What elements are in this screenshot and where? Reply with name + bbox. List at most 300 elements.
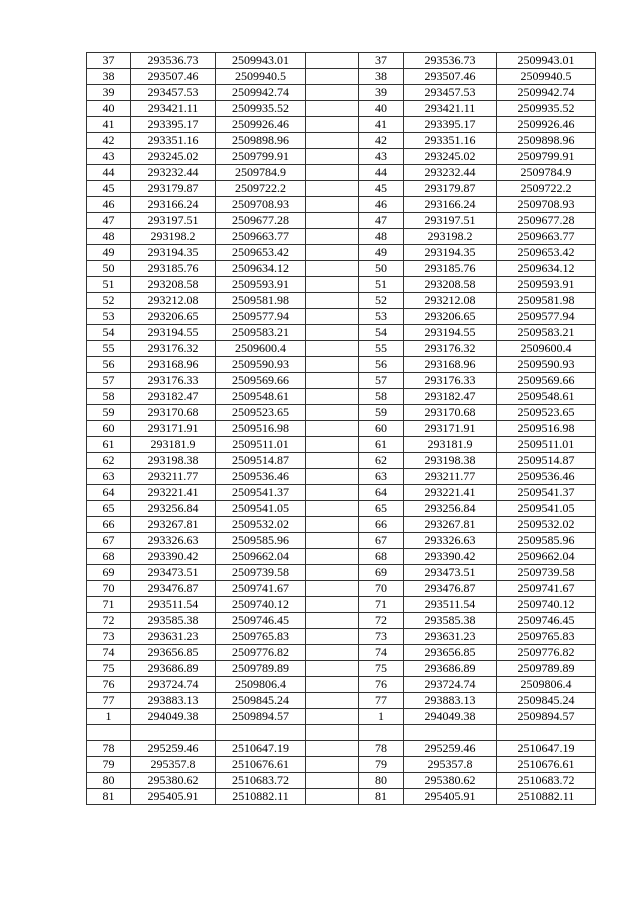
table-row bbox=[87, 693, 596, 709]
left-point-id-cell: 38 bbox=[87, 69, 131, 85]
table-row bbox=[87, 229, 596, 245]
spacer-cell bbox=[306, 389, 359, 405]
right-y-coordinate-cell: 2509708.93 bbox=[497, 197, 596, 213]
right-point-id-cell: 73 bbox=[359, 629, 404, 645]
left-y-coordinate-cell: 2509677.28 bbox=[216, 213, 306, 229]
left-x-coordinate-cell: 293473.51 bbox=[131, 565, 216, 581]
spacer-cell bbox=[306, 437, 359, 453]
left-point-id-cell: 55 bbox=[87, 341, 131, 357]
left-x-coordinate-cell: 293395.17 bbox=[131, 117, 216, 133]
table-row bbox=[87, 741, 596, 757]
left-y-coordinate-cell: 2509523.65 bbox=[216, 405, 306, 421]
spacer-cell bbox=[306, 613, 359, 629]
table-row bbox=[87, 709, 596, 725]
left-point-id-cell: 58 bbox=[87, 389, 131, 405]
right-x-coordinate-cell: 293256.84 bbox=[404, 501, 497, 517]
left-y-coordinate-cell: 2509514.87 bbox=[216, 453, 306, 469]
right-x-coordinate-cell: 293181.9 bbox=[404, 437, 497, 453]
table-row bbox=[87, 149, 596, 165]
left-x-coordinate-cell: 293585.38 bbox=[131, 613, 216, 629]
spacer-cell bbox=[306, 229, 359, 245]
right-x-coordinate-cell: 293267.81 bbox=[404, 517, 497, 533]
table-row bbox=[87, 725, 596, 741]
right-point-id-cell: 44 bbox=[359, 165, 404, 181]
left-point-id-cell: 49 bbox=[87, 245, 131, 261]
right-point-id-cell: 71 bbox=[359, 597, 404, 613]
right-point-id-cell: 38 bbox=[359, 69, 404, 85]
left-y-coordinate-cell: 2509784.9 bbox=[216, 165, 306, 181]
right-y-coordinate-cell: 2509548.61 bbox=[497, 389, 596, 405]
spacer-cell bbox=[306, 53, 359, 69]
right-y-coordinate-cell: 2509523.65 bbox=[497, 405, 596, 421]
left-x-coordinate-cell: 293686.89 bbox=[131, 661, 216, 677]
spacer-cell bbox=[306, 85, 359, 101]
right-x-coordinate-cell: 293476.87 bbox=[404, 581, 497, 597]
spacer-cell bbox=[306, 181, 359, 197]
right-point-id-cell: 72 bbox=[359, 613, 404, 629]
right-x-coordinate-cell: 293656.85 bbox=[404, 645, 497, 661]
left-x-coordinate-cell: 294049.38 bbox=[131, 709, 216, 725]
spacer-cell bbox=[306, 709, 359, 725]
right-y-coordinate-cell: 2509569.66 bbox=[497, 373, 596, 389]
right-x-coordinate-cell: 293421.11 bbox=[404, 101, 497, 117]
right-point-id-cell: 45 bbox=[359, 181, 404, 197]
right-x-coordinate-cell: 293208.58 bbox=[404, 277, 497, 293]
left-x-coordinate-cell: 293206.65 bbox=[131, 309, 216, 325]
right-y-coordinate-cell: 2509789.89 bbox=[497, 661, 596, 677]
left-y-coordinate-cell: 2509569.66 bbox=[216, 373, 306, 389]
table-row bbox=[87, 565, 596, 581]
right-x-coordinate-cell: 293631.23 bbox=[404, 629, 497, 645]
right-point-id-cell: 46 bbox=[359, 197, 404, 213]
right-x-coordinate-cell bbox=[404, 725, 497, 741]
right-y-coordinate-cell: 2509926.46 bbox=[497, 117, 596, 133]
left-x-coordinate-cell: 293351.16 bbox=[131, 133, 216, 149]
right-x-coordinate-cell: 293212.08 bbox=[404, 293, 497, 309]
left-x-coordinate-cell: 293507.46 bbox=[131, 69, 216, 85]
right-x-coordinate-cell: 293221.41 bbox=[404, 485, 497, 501]
spacer-cell bbox=[306, 453, 359, 469]
left-point-id-cell: 64 bbox=[87, 485, 131, 501]
table-row bbox=[87, 517, 596, 533]
left-y-coordinate-cell: 2509548.61 bbox=[216, 389, 306, 405]
spacer-cell bbox=[306, 341, 359, 357]
right-point-id-cell: 41 bbox=[359, 117, 404, 133]
left-point-id-cell: 53 bbox=[87, 309, 131, 325]
left-y-coordinate-cell: 2509541.05 bbox=[216, 501, 306, 517]
spacer-cell bbox=[306, 197, 359, 213]
left-x-coordinate-cell: 293208.58 bbox=[131, 277, 216, 293]
right-x-coordinate-cell: 293198.2 bbox=[404, 229, 497, 245]
left-x-coordinate-cell: 293171.91 bbox=[131, 421, 216, 437]
right-point-id-cell: 64 bbox=[359, 485, 404, 501]
left-point-id-cell: 41 bbox=[87, 117, 131, 133]
right-x-coordinate-cell: 293168.96 bbox=[404, 357, 497, 373]
left-point-id-cell: 78 bbox=[87, 741, 131, 757]
right-x-coordinate-cell: 293351.16 bbox=[404, 133, 497, 149]
left-x-coordinate-cell: 293232.44 bbox=[131, 165, 216, 181]
left-point-id-cell: 54 bbox=[87, 325, 131, 341]
table-row bbox=[87, 581, 596, 597]
right-point-id-cell: 77 bbox=[359, 693, 404, 709]
left-x-coordinate-cell: 293221.41 bbox=[131, 485, 216, 501]
right-x-coordinate-cell: 293507.46 bbox=[404, 69, 497, 85]
right-x-coordinate-cell: 295259.46 bbox=[404, 741, 497, 757]
left-y-coordinate-cell: 2509741.67 bbox=[216, 581, 306, 597]
spacer-cell bbox=[306, 133, 359, 149]
spacer-cell bbox=[306, 581, 359, 597]
spacer-cell bbox=[306, 565, 359, 581]
right-x-coordinate-cell: 295405.91 bbox=[404, 789, 497, 805]
right-y-coordinate-cell: 2509765.83 bbox=[497, 629, 596, 645]
left-point-id-cell: 68 bbox=[87, 549, 131, 565]
table-row bbox=[87, 309, 596, 325]
right-point-id-cell: 53 bbox=[359, 309, 404, 325]
spacer-cell bbox=[306, 645, 359, 661]
right-x-coordinate-cell: 293585.38 bbox=[404, 613, 497, 629]
spacer-cell bbox=[306, 469, 359, 485]
right-y-coordinate-cell: 2509593.91 bbox=[497, 277, 596, 293]
left-y-coordinate-cell: 2509845.24 bbox=[216, 693, 306, 709]
left-y-coordinate-cell: 2509894.57 bbox=[216, 709, 306, 725]
left-point-id-cell: 45 bbox=[87, 181, 131, 197]
left-y-coordinate-cell: 2509789.89 bbox=[216, 661, 306, 677]
left-point-id-cell: 52 bbox=[87, 293, 131, 309]
table-row bbox=[87, 773, 596, 789]
left-x-coordinate-cell: 293256.84 bbox=[131, 501, 216, 517]
right-x-coordinate-cell: 293245.02 bbox=[404, 149, 497, 165]
left-y-coordinate-cell: 2509634.12 bbox=[216, 261, 306, 277]
right-y-coordinate-cell: 2509784.9 bbox=[497, 165, 596, 181]
left-point-id-cell: 80 bbox=[87, 773, 131, 789]
left-y-coordinate-cell: 2509577.94 bbox=[216, 309, 306, 325]
right-point-id-cell bbox=[359, 725, 404, 741]
right-x-coordinate-cell: 293395.17 bbox=[404, 117, 497, 133]
left-point-id-cell: 40 bbox=[87, 101, 131, 117]
spacer-cell bbox=[306, 165, 359, 181]
left-point-id-cell: 65 bbox=[87, 501, 131, 517]
left-y-coordinate-cell: 2509935.52 bbox=[216, 101, 306, 117]
right-x-coordinate-cell: 293176.32 bbox=[404, 341, 497, 357]
left-point-id-cell: 66 bbox=[87, 517, 131, 533]
table-row bbox=[87, 341, 596, 357]
right-y-coordinate-cell: 2509746.45 bbox=[497, 613, 596, 629]
right-y-coordinate-cell: 2509894.57 bbox=[497, 709, 596, 725]
right-y-coordinate-cell: 2509536.46 bbox=[497, 469, 596, 485]
right-point-id-cell: 78 bbox=[359, 741, 404, 757]
spacer-cell bbox=[306, 277, 359, 293]
left-point-id-cell: 44 bbox=[87, 165, 131, 181]
spacer-cell bbox=[306, 629, 359, 645]
left-point-id-cell: 57 bbox=[87, 373, 131, 389]
left-x-coordinate-cell: 293656.85 bbox=[131, 645, 216, 661]
table-row bbox=[87, 69, 596, 85]
table-row bbox=[87, 469, 596, 485]
left-x-coordinate-cell: 293198.2 bbox=[131, 229, 216, 245]
right-x-coordinate-cell: 293166.24 bbox=[404, 197, 497, 213]
table-row bbox=[87, 485, 596, 501]
right-point-id-cell: 60 bbox=[359, 421, 404, 437]
left-x-coordinate-cell: 293476.87 bbox=[131, 581, 216, 597]
right-x-coordinate-cell: 293197.51 bbox=[404, 213, 497, 229]
right-x-coordinate-cell: 293182.47 bbox=[404, 389, 497, 405]
table-row bbox=[87, 661, 596, 677]
left-y-coordinate-cell: 2509600.4 bbox=[216, 341, 306, 357]
spacer-cell bbox=[306, 405, 359, 421]
right-point-id-cell: 62 bbox=[359, 453, 404, 469]
right-point-id-cell: 40 bbox=[359, 101, 404, 117]
left-point-id-cell: 73 bbox=[87, 629, 131, 645]
left-x-coordinate-cell: 293182.47 bbox=[131, 389, 216, 405]
spacer-cell bbox=[306, 309, 359, 325]
left-point-id-cell: 71 bbox=[87, 597, 131, 613]
right-y-coordinate-cell: 2510647.19 bbox=[497, 741, 596, 757]
spacer-cell bbox=[306, 661, 359, 677]
left-y-coordinate-cell: 2509516.98 bbox=[216, 421, 306, 437]
right-point-id-cell: 79 bbox=[359, 757, 404, 773]
right-y-coordinate-cell: 2509898.96 bbox=[497, 133, 596, 149]
right-point-id-cell: 54 bbox=[359, 325, 404, 341]
left-x-coordinate-cell bbox=[131, 725, 216, 741]
left-x-coordinate-cell: 293212.08 bbox=[131, 293, 216, 309]
left-point-id-cell: 69 bbox=[87, 565, 131, 581]
right-x-coordinate-cell: 293686.89 bbox=[404, 661, 497, 677]
spacer-cell bbox=[306, 677, 359, 693]
left-x-coordinate-cell: 293511.54 bbox=[131, 597, 216, 613]
left-point-id-cell: 37 bbox=[87, 53, 131, 69]
spacer-cell bbox=[306, 773, 359, 789]
right-y-coordinate-cell: 2509662.04 bbox=[497, 549, 596, 565]
right-point-id-cell: 61 bbox=[359, 437, 404, 453]
right-x-coordinate-cell: 293211.77 bbox=[404, 469, 497, 485]
table-row bbox=[87, 549, 596, 565]
left-x-coordinate-cell: 293390.42 bbox=[131, 549, 216, 565]
right-y-coordinate-cell: 2509634.12 bbox=[497, 261, 596, 277]
left-x-coordinate-cell: 293194.35 bbox=[131, 245, 216, 261]
right-y-coordinate-cell: 2510882.11 bbox=[497, 789, 596, 805]
left-y-coordinate-cell: 2509541.37 bbox=[216, 485, 306, 501]
right-y-coordinate-cell: 2509585.96 bbox=[497, 533, 596, 549]
right-point-id-cell: 58 bbox=[359, 389, 404, 405]
right-y-coordinate-cell: 2509940.5 bbox=[497, 69, 596, 85]
left-y-coordinate-cell: 2509765.83 bbox=[216, 629, 306, 645]
left-x-coordinate-cell: 293185.76 bbox=[131, 261, 216, 277]
right-point-id-cell: 43 bbox=[359, 149, 404, 165]
right-point-id-cell: 70 bbox=[359, 581, 404, 597]
right-point-id-cell: 51 bbox=[359, 277, 404, 293]
left-point-id-cell: 76 bbox=[87, 677, 131, 693]
right-x-coordinate-cell: 293457.53 bbox=[404, 85, 497, 101]
right-point-id-cell: 55 bbox=[359, 341, 404, 357]
left-y-coordinate-cell: 2509583.21 bbox=[216, 325, 306, 341]
right-point-id-cell: 59 bbox=[359, 405, 404, 421]
spacer-cell bbox=[306, 373, 359, 389]
left-x-coordinate-cell: 293179.87 bbox=[131, 181, 216, 197]
left-point-id-cell: 79 bbox=[87, 757, 131, 773]
right-y-coordinate-cell: 2509583.21 bbox=[497, 325, 596, 341]
left-x-coordinate-cell: 293181.9 bbox=[131, 437, 216, 453]
spacer-cell bbox=[306, 357, 359, 373]
left-x-coordinate-cell: 293168.96 bbox=[131, 357, 216, 373]
coordinate-table-body bbox=[87, 53, 596, 805]
spacer-cell bbox=[306, 485, 359, 501]
table-row bbox=[87, 629, 596, 645]
right-y-coordinate-cell: 2509581.98 bbox=[497, 293, 596, 309]
table-row bbox=[87, 677, 596, 693]
table-row bbox=[87, 789, 596, 805]
left-x-coordinate-cell: 293326.63 bbox=[131, 533, 216, 549]
left-point-id-cell: 56 bbox=[87, 357, 131, 373]
left-x-coordinate-cell: 293724.74 bbox=[131, 677, 216, 693]
table-row bbox=[87, 117, 596, 133]
right-x-coordinate-cell: 293170.68 bbox=[404, 405, 497, 421]
left-y-coordinate-cell: 2509536.46 bbox=[216, 469, 306, 485]
left-y-coordinate-cell: 2509662.04 bbox=[216, 549, 306, 565]
left-x-coordinate-cell: 293194.55 bbox=[131, 325, 216, 341]
table-row bbox=[87, 181, 596, 197]
right-x-coordinate-cell: 293194.55 bbox=[404, 325, 497, 341]
table-row bbox=[87, 165, 596, 181]
left-point-id-cell: 39 bbox=[87, 85, 131, 101]
left-point-id-cell: 74 bbox=[87, 645, 131, 661]
right-point-id-cell: 57 bbox=[359, 373, 404, 389]
right-point-id-cell: 65 bbox=[359, 501, 404, 517]
spacer-cell bbox=[306, 533, 359, 549]
right-point-id-cell: 63 bbox=[359, 469, 404, 485]
spacer-cell bbox=[306, 325, 359, 341]
spacer-cell bbox=[306, 549, 359, 565]
right-y-coordinate-cell: 2509942.74 bbox=[497, 85, 596, 101]
right-point-id-cell: 74 bbox=[359, 645, 404, 661]
spacer-cell bbox=[306, 245, 359, 261]
right-x-coordinate-cell: 293185.76 bbox=[404, 261, 497, 277]
right-x-coordinate-cell: 293883.13 bbox=[404, 693, 497, 709]
right-y-coordinate-cell: 2509600.4 bbox=[497, 341, 596, 357]
left-x-coordinate-cell: 293267.81 bbox=[131, 517, 216, 533]
left-point-id-cell: 42 bbox=[87, 133, 131, 149]
table-row bbox=[87, 501, 596, 517]
table-row bbox=[87, 389, 596, 405]
table-row bbox=[87, 245, 596, 261]
right-point-id-cell: 42 bbox=[359, 133, 404, 149]
right-point-id-cell: 1 bbox=[359, 709, 404, 725]
right-point-id-cell: 67 bbox=[359, 533, 404, 549]
spacer-cell bbox=[306, 213, 359, 229]
right-y-coordinate-cell: 2509511.01 bbox=[497, 437, 596, 453]
table-row bbox=[87, 357, 596, 373]
right-y-coordinate-cell: 2509739.58 bbox=[497, 565, 596, 581]
spacer-cell bbox=[306, 69, 359, 85]
right-x-coordinate-cell: 293536.73 bbox=[404, 53, 497, 69]
left-y-coordinate-cell: 2509746.45 bbox=[216, 613, 306, 629]
left-y-coordinate-cell: 2509708.93 bbox=[216, 197, 306, 213]
right-x-coordinate-cell: 293326.63 bbox=[404, 533, 497, 549]
right-x-coordinate-cell: 294049.38 bbox=[404, 709, 497, 725]
left-point-id-cell: 61 bbox=[87, 437, 131, 453]
right-point-id-cell: 75 bbox=[359, 661, 404, 677]
table-row bbox=[87, 405, 596, 421]
left-x-coordinate-cell: 293166.24 bbox=[131, 197, 216, 213]
table-row bbox=[87, 597, 596, 613]
left-y-coordinate-cell: 2510647.19 bbox=[216, 741, 306, 757]
left-point-id-cell: 50 bbox=[87, 261, 131, 277]
right-point-id-cell: 68 bbox=[359, 549, 404, 565]
left-y-coordinate-cell: 2509585.96 bbox=[216, 533, 306, 549]
right-x-coordinate-cell: 293473.51 bbox=[404, 565, 497, 581]
left-x-coordinate-cell: 293198.38 bbox=[131, 453, 216, 469]
left-y-coordinate-cell: 2509799.91 bbox=[216, 149, 306, 165]
table-row bbox=[87, 261, 596, 277]
left-y-coordinate-cell: 2509581.98 bbox=[216, 293, 306, 309]
right-y-coordinate-cell: 2509514.87 bbox=[497, 453, 596, 469]
right-y-coordinate-cell: 2509935.52 bbox=[497, 101, 596, 117]
table-row bbox=[87, 325, 596, 341]
left-point-id-cell: 60 bbox=[87, 421, 131, 437]
left-point-id-cell: 48 bbox=[87, 229, 131, 245]
table-row bbox=[87, 533, 596, 549]
left-y-coordinate-cell: 2509943.01 bbox=[216, 53, 306, 69]
left-y-coordinate-cell: 2509653.42 bbox=[216, 245, 306, 261]
left-point-id-cell: 63 bbox=[87, 469, 131, 485]
table-row bbox=[87, 277, 596, 293]
spacer-cell bbox=[306, 421, 359, 437]
left-point-id-cell: 62 bbox=[87, 453, 131, 469]
left-x-coordinate-cell: 293176.33 bbox=[131, 373, 216, 389]
right-point-id-cell: 39 bbox=[359, 85, 404, 101]
right-x-coordinate-cell: 295357.8 bbox=[404, 757, 497, 773]
left-x-coordinate-cell: 293457.53 bbox=[131, 85, 216, 101]
right-point-id-cell: 56 bbox=[359, 357, 404, 373]
right-y-coordinate-cell: 2510676.61 bbox=[497, 757, 596, 773]
left-x-coordinate-cell: 295357.8 bbox=[131, 757, 216, 773]
left-y-coordinate-cell: 2509511.01 bbox=[216, 437, 306, 453]
right-y-coordinate-cell: 2509741.67 bbox=[497, 581, 596, 597]
left-y-coordinate-cell: 2509593.91 bbox=[216, 277, 306, 293]
left-y-coordinate-cell: 2509722.2 bbox=[216, 181, 306, 197]
left-x-coordinate-cell: 293170.68 bbox=[131, 405, 216, 421]
right-x-coordinate-cell: 293171.91 bbox=[404, 421, 497, 437]
left-x-coordinate-cell: 293176.32 bbox=[131, 341, 216, 357]
right-y-coordinate-cell: 2509541.37 bbox=[497, 485, 596, 501]
right-y-coordinate-cell: 2509577.94 bbox=[497, 309, 596, 325]
table-row bbox=[87, 453, 596, 469]
right-y-coordinate-cell bbox=[497, 725, 596, 741]
left-x-coordinate-cell: 293211.77 bbox=[131, 469, 216, 485]
spacer-cell bbox=[306, 149, 359, 165]
table-row bbox=[87, 645, 596, 661]
right-x-coordinate-cell: 293206.65 bbox=[404, 309, 497, 325]
left-y-coordinate-cell: 2509663.77 bbox=[216, 229, 306, 245]
left-y-coordinate-cell: 2509926.46 bbox=[216, 117, 306, 133]
left-x-coordinate-cell: 293631.23 bbox=[131, 629, 216, 645]
right-y-coordinate-cell: 2510683.72 bbox=[497, 773, 596, 789]
spacer-cell bbox=[306, 501, 359, 517]
right-x-coordinate-cell: 293179.87 bbox=[404, 181, 497, 197]
right-point-id-cell: 37 bbox=[359, 53, 404, 69]
left-x-coordinate-cell: 293536.73 bbox=[131, 53, 216, 69]
spacer-cell bbox=[306, 293, 359, 309]
table-row bbox=[87, 757, 596, 773]
left-x-coordinate-cell: 295380.62 bbox=[131, 773, 216, 789]
right-x-coordinate-cell: 293198.38 bbox=[404, 453, 497, 469]
spacer-cell bbox=[306, 757, 359, 773]
table-row bbox=[87, 53, 596, 69]
table-row bbox=[87, 373, 596, 389]
left-y-coordinate-cell bbox=[216, 725, 306, 741]
left-point-id-cell: 67 bbox=[87, 533, 131, 549]
left-point-id-cell: 51 bbox=[87, 277, 131, 293]
left-point-id-cell: 1 bbox=[87, 709, 131, 725]
